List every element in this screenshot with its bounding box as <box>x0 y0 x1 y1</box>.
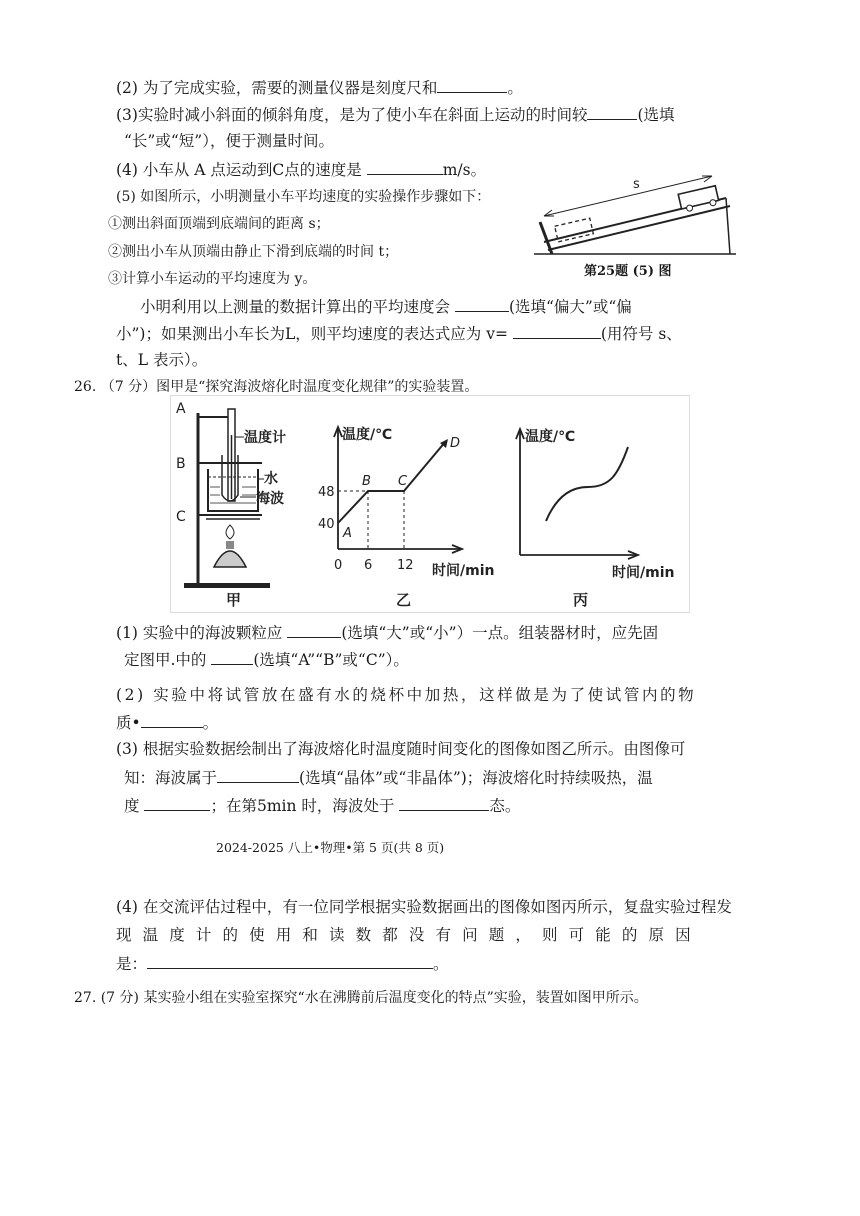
answer-blank[interactable] <box>147 953 433 969</box>
q26-item-3-line3: 度 ；在第5min 时，海波处于 态。 <box>124 797 521 815</box>
graph-bing-xlabel: 时间/min <box>612 565 675 581</box>
q26-figures <box>170 395 690 613</box>
q25-step-1: ①测出斜面顶端到底端间的距离 s； <box>108 216 330 232</box>
q26-item-4-line3: 是： 。 <box>116 955 449 973</box>
answer-blank[interactable] <box>141 712 203 728</box>
q25-item-2: (2) 为了完成实验，需要的测量仪器是刻度尺和 。 <box>116 79 523 97</box>
q26-item-4-line2: 现 温 度 计 的 使 用 和 读 数 都 没 有 问 题 ， 则 可 能 的 原 因 <box>116 926 694 944</box>
figure-jia-caption: 甲 <box>226 591 242 609</box>
q26-item-4-line1: (4) 在交流评估过程中，有一位同学根据实验数据画出的图像如图丙所示，复盘实验过程发 <box>116 898 732 916</box>
q25-item-5: (5) 如图所示，小明测量小车平均速度的实验操作步骤如下： <box>116 189 491 205</box>
apparatus-figure <box>176 401 286 609</box>
q26-item-3-line2: 知：海波属于 (选填“晶体”或“非晶体”)；海波熔化时持续吸热，温 <box>124 769 653 787</box>
q26-item-2-line2: 质• 。 <box>116 714 219 732</box>
q25-step-2: ②测出小车从顶端由静止下滑到底端的时间 t； <box>108 244 399 260</box>
graph-yi-xlabel: 时间/min <box>432 563 495 579</box>
answer-blank[interactable] <box>144 795 210 811</box>
graph-bing <box>516 428 674 609</box>
q26-item-1-line1: (1) 实验中的海波颗粒应 (选填“大”或“小”）一点。组装器材时，应先固 <box>116 624 659 642</box>
answer-blank[interactable] <box>513 323 601 339</box>
q25-item-3-line2: “长”或“短”），便于测量时间。 <box>124 132 334 150</box>
answer-blank[interactable] <box>217 767 299 783</box>
water-label: 水 <box>264 471 278 487</box>
graph-yi-y48: 48 <box>318 485 335 500</box>
haibo-label: 海波 <box>256 491 284 507</box>
graph-yi-x12: 12 <box>397 558 414 573</box>
answer-blank[interactable] <box>399 795 489 811</box>
graph-yi-y40: 40 <box>318 517 335 532</box>
graph-bing-ylabel: 温度/℃ <box>525 429 576 445</box>
answer-blank[interactable] <box>587 104 637 120</box>
answer-blank[interactable] <box>211 649 253 665</box>
graph-yi-x6: 6 <box>364 558 373 573</box>
clamp-b-label: B <box>176 456 186 472</box>
graph-yi-x0: 0 <box>334 558 343 573</box>
answer-blank[interactable] <box>437 77 507 93</box>
q25-paragraph-line3: t、L 表示）。 <box>116 351 208 369</box>
q26-item-3-line1: (3) 根据实验数据绘制出了海波熔化时温度随时间变化的图像如图乙所示。由图像可 <box>116 740 686 758</box>
distance-label: s <box>633 177 640 192</box>
figure-yi-caption: 乙 <box>396 591 412 609</box>
q25-paragraph-line2: 小”)；如果测出小车长为L，则平均速度的表达式应为 v= (用符号 s、 <box>116 325 682 343</box>
graph-yi-ylabel: 温度/℃ <box>342 427 393 443</box>
answer-blank[interactable] <box>455 296 509 312</box>
q25-step-3: ③计算小车运动的平均速度为 y。 <box>108 271 317 287</box>
graph-yi <box>318 426 494 609</box>
q25-paragraph-line1: 小明利用以上测量的数据计算出的平均速度会 (选填“偏大”或“偏 <box>140 298 632 316</box>
q25-figure-caption: 第25题 (5) 图 <box>584 264 672 279</box>
graph-yi-point-d: D <box>450 436 461 451</box>
graph-yi-point-c: C <box>398 474 408 489</box>
clamp-a-label: A <box>176 401 186 417</box>
answer-blank[interactable] <box>367 159 443 175</box>
graph-yi-point-a: A <box>343 526 352 541</box>
q27-title: 27. (7 分) 某实验小组在实验室探究“水在沸腾前后温度变化的特点”实验，装置如图甲所示。 <box>74 990 648 1006</box>
figure-bing-caption: 丙 <box>573 591 589 609</box>
clamp-c-label: C <box>176 509 186 525</box>
graph-yi-point-b: B <box>362 474 371 489</box>
incline-figure <box>530 170 740 256</box>
q25-item-3-line1: (3)实验时减小斜面的倾斜角度，是为了使小车在斜面上运动的时间较 (选填 <box>116 106 675 124</box>
answer-blank[interactable] <box>287 622 341 638</box>
page-footer: 2024-2025 八上•物理•第 5 页(共 8 页) <box>216 840 445 855</box>
q26-item-1-line2: 定图甲.中的 (选填“A”“B”或“C”）。 <box>124 651 409 669</box>
thermometer-label: 温度计 <box>244 430 286 446</box>
q26-item-2-line1: (2) 实验中将试管放在盛有水的烧杯中加热，这样做是为了使试管内的物 <box>116 686 697 704</box>
q25-item-4: (4) 小车从 A 点运动到C点的速度是 m/s。 <box>116 161 487 179</box>
q26-title: 26. （7 分）图甲是“探究海波熔化时温度变化规律”的实验装置。 <box>74 379 479 395</box>
